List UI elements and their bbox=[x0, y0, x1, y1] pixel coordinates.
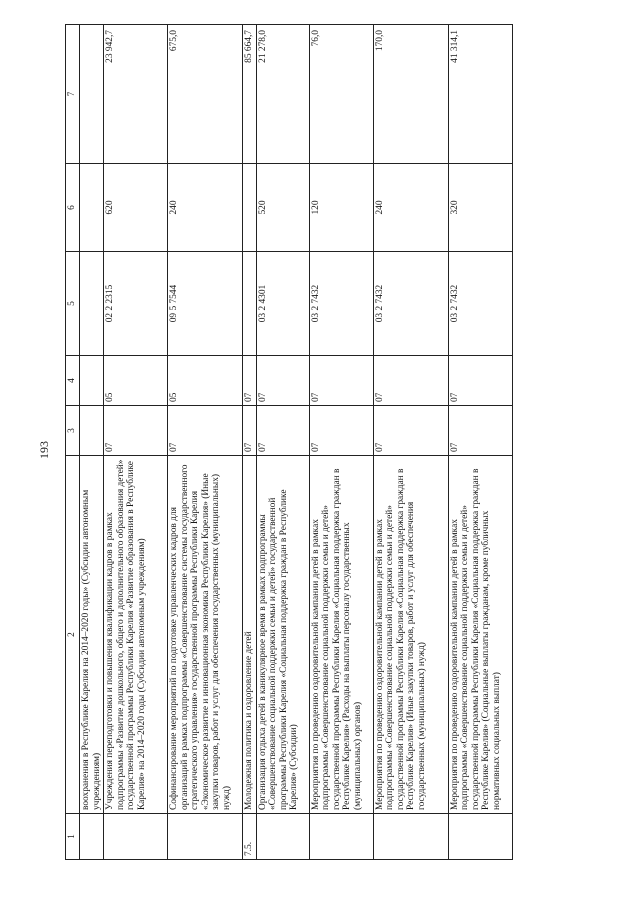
cell-section: 07 bbox=[104, 406, 168, 456]
row-number bbox=[373, 814, 448, 860]
row-number: 7.5. bbox=[243, 814, 257, 860]
table-row bbox=[448, 25, 512, 860]
cell-amount: 170,0 bbox=[373, 25, 448, 164]
cell-subsection: 05 bbox=[104, 356, 168, 406]
cell-target-code: 02 2 2315 bbox=[104, 252, 168, 356]
table-row bbox=[256, 25, 309, 860]
cell-subsection: 05 bbox=[168, 356, 243, 406]
cell-section: 07 bbox=[168, 406, 243, 456]
cell-target-code bbox=[243, 252, 257, 356]
cell-amount: 675,0 bbox=[168, 25, 243, 164]
row-description: Молодежная политика и оздоровление детей bbox=[243, 456, 257, 814]
cell-section: 07 bbox=[243, 406, 257, 456]
row-description: Мероприятия по проведению оздоровительной кампании детей в рамках подпрограммы «Совершенствование социальной поддержки семьи и детей» государственной программы Республики Карелия «Социальная поддержка граждан в Республике Карелия» (Иные закупки товаров, работ и услуг для обеспечения государственных (муниципальных) нужд) bbox=[373, 456, 448, 814]
col-header: 2 bbox=[66, 456, 80, 814]
cell-amount: 76,0 bbox=[309, 25, 373, 164]
table-row bbox=[104, 25, 168, 860]
cell-expense-type: 120 bbox=[309, 164, 373, 252]
table-row bbox=[168, 25, 243, 860]
page-number: 193 bbox=[37, 441, 51, 459]
cell-subsection: 07 bbox=[448, 356, 512, 406]
cell-target-code bbox=[80, 252, 104, 356]
header-row bbox=[66, 25, 80, 860]
cell-expense-type: 240 bbox=[373, 164, 448, 252]
row-description: Мероприятия по проведению оздоровительной кампании детей в рамках подпрограммы «Совершенствование социальной поддержки семьи и детей» государственной программы Республики Карелия «Социальная поддержка граждан в Республике Карелия» (Расходы на выплаты персоналу государственных (муниципальных) органов) bbox=[309, 456, 373, 814]
cell-amount: 21 278,0 bbox=[256, 25, 309, 164]
cell-target-code: 09 5 7544 bbox=[168, 252, 243, 356]
row-description: воохранения в Республике Карелия на 2014–2020 годы» (Субсидии автономным учреждениям) bbox=[80, 456, 104, 814]
cell-amount: 23 942,7 bbox=[104, 25, 168, 164]
col-header: 5 bbox=[66, 252, 80, 356]
table-row bbox=[243, 25, 257, 860]
row-description: Мероприятия по проведению оздоровительной кампании детей в рамках подпрограммы «Совершенствование социальной поддержки семьи и детей» государственной программы Республики Карелия «Социальная поддержка граждан в Республике Карелия» (Социальные выплаты гражданам, кроме публичных нормативных социальных выплат) bbox=[448, 456, 512, 814]
cell-subsection: 07 bbox=[373, 356, 448, 406]
cell-subsection bbox=[80, 356, 104, 406]
cell-expense-type: 240 bbox=[168, 164, 243, 252]
col-header: 7 bbox=[66, 25, 80, 164]
cell-amount bbox=[80, 25, 104, 164]
cell-subsection: 07 bbox=[243, 356, 257, 406]
budget-table bbox=[65, 24, 513, 860]
table-row bbox=[373, 25, 448, 860]
cell-expense-type: 620 bbox=[104, 164, 168, 252]
cell-section: 07 bbox=[256, 406, 309, 456]
cell-amount: 85 664,7 bbox=[243, 25, 257, 164]
cell-target-code: 03 2 7432 bbox=[448, 252, 512, 356]
row-number bbox=[309, 814, 373, 860]
col-header: 6 bbox=[66, 164, 80, 252]
row-number bbox=[104, 814, 168, 860]
cell-section bbox=[80, 406, 104, 456]
cell-expense-type: 520 bbox=[256, 164, 309, 252]
table-row bbox=[309, 25, 373, 860]
col-header: 4 bbox=[66, 356, 80, 406]
row-description: Организация отдыха детей в каникулярное время в рамках подпрограммы «Совершенствование социальной поддержки семьи и детей» государственной программы Республики Карелия «Социальная поддержка граждан в Республике Карелия» (Субсидии) bbox=[256, 456, 309, 814]
col-header: 1 bbox=[66, 814, 80, 860]
cell-section: 07 bbox=[309, 406, 373, 456]
cell-expense-type bbox=[243, 164, 257, 252]
cell-expense-type: 320 bbox=[448, 164, 512, 252]
row-number bbox=[80, 814, 104, 860]
rotated-page bbox=[37, 20, 585, 880]
row-number bbox=[256, 814, 309, 860]
cell-amount: 41 314,1 bbox=[448, 25, 512, 164]
cell-target-code: 03 2 7432 bbox=[309, 252, 373, 356]
cell-target-code: 03 2 7432 bbox=[373, 252, 448, 356]
col-header: 3 bbox=[66, 406, 80, 456]
row-description: Софинансирование мероприятий по подготовке управленческих кадров для организаций в рамках подпрограммы «Совершенствование системы государственного стратегического управления» государственной программы Республики Карелия «Экономическое развитие и инновационная экономика Республики Карелия» (Иные закупки товаров, работ и услуг для обеспечения государственных (муниципальных) нужд) bbox=[168, 456, 243, 814]
cell-subsection: 07 bbox=[309, 356, 373, 406]
row-number bbox=[168, 814, 243, 860]
table-row bbox=[80, 25, 104, 860]
cell-section: 07 bbox=[448, 406, 512, 456]
cell-target-code: 03 2 4301 bbox=[256, 252, 309, 356]
row-description: Учреждения переподготовки и повышения квалификации кадров в рамках подпрограммы «Развитие дошкольного, общего и дополнительного образования детей» государственной программы Республики Карелия «Развитие образования в Республике Карелия» на 2014–2020 годы (Субсидии автономным учреждениям) bbox=[104, 456, 168, 814]
cell-section: 07 bbox=[373, 406, 448, 456]
cell-expense-type bbox=[80, 164, 104, 252]
row-number bbox=[448, 814, 512, 860]
cell-subsection: 07 bbox=[256, 356, 309, 406]
